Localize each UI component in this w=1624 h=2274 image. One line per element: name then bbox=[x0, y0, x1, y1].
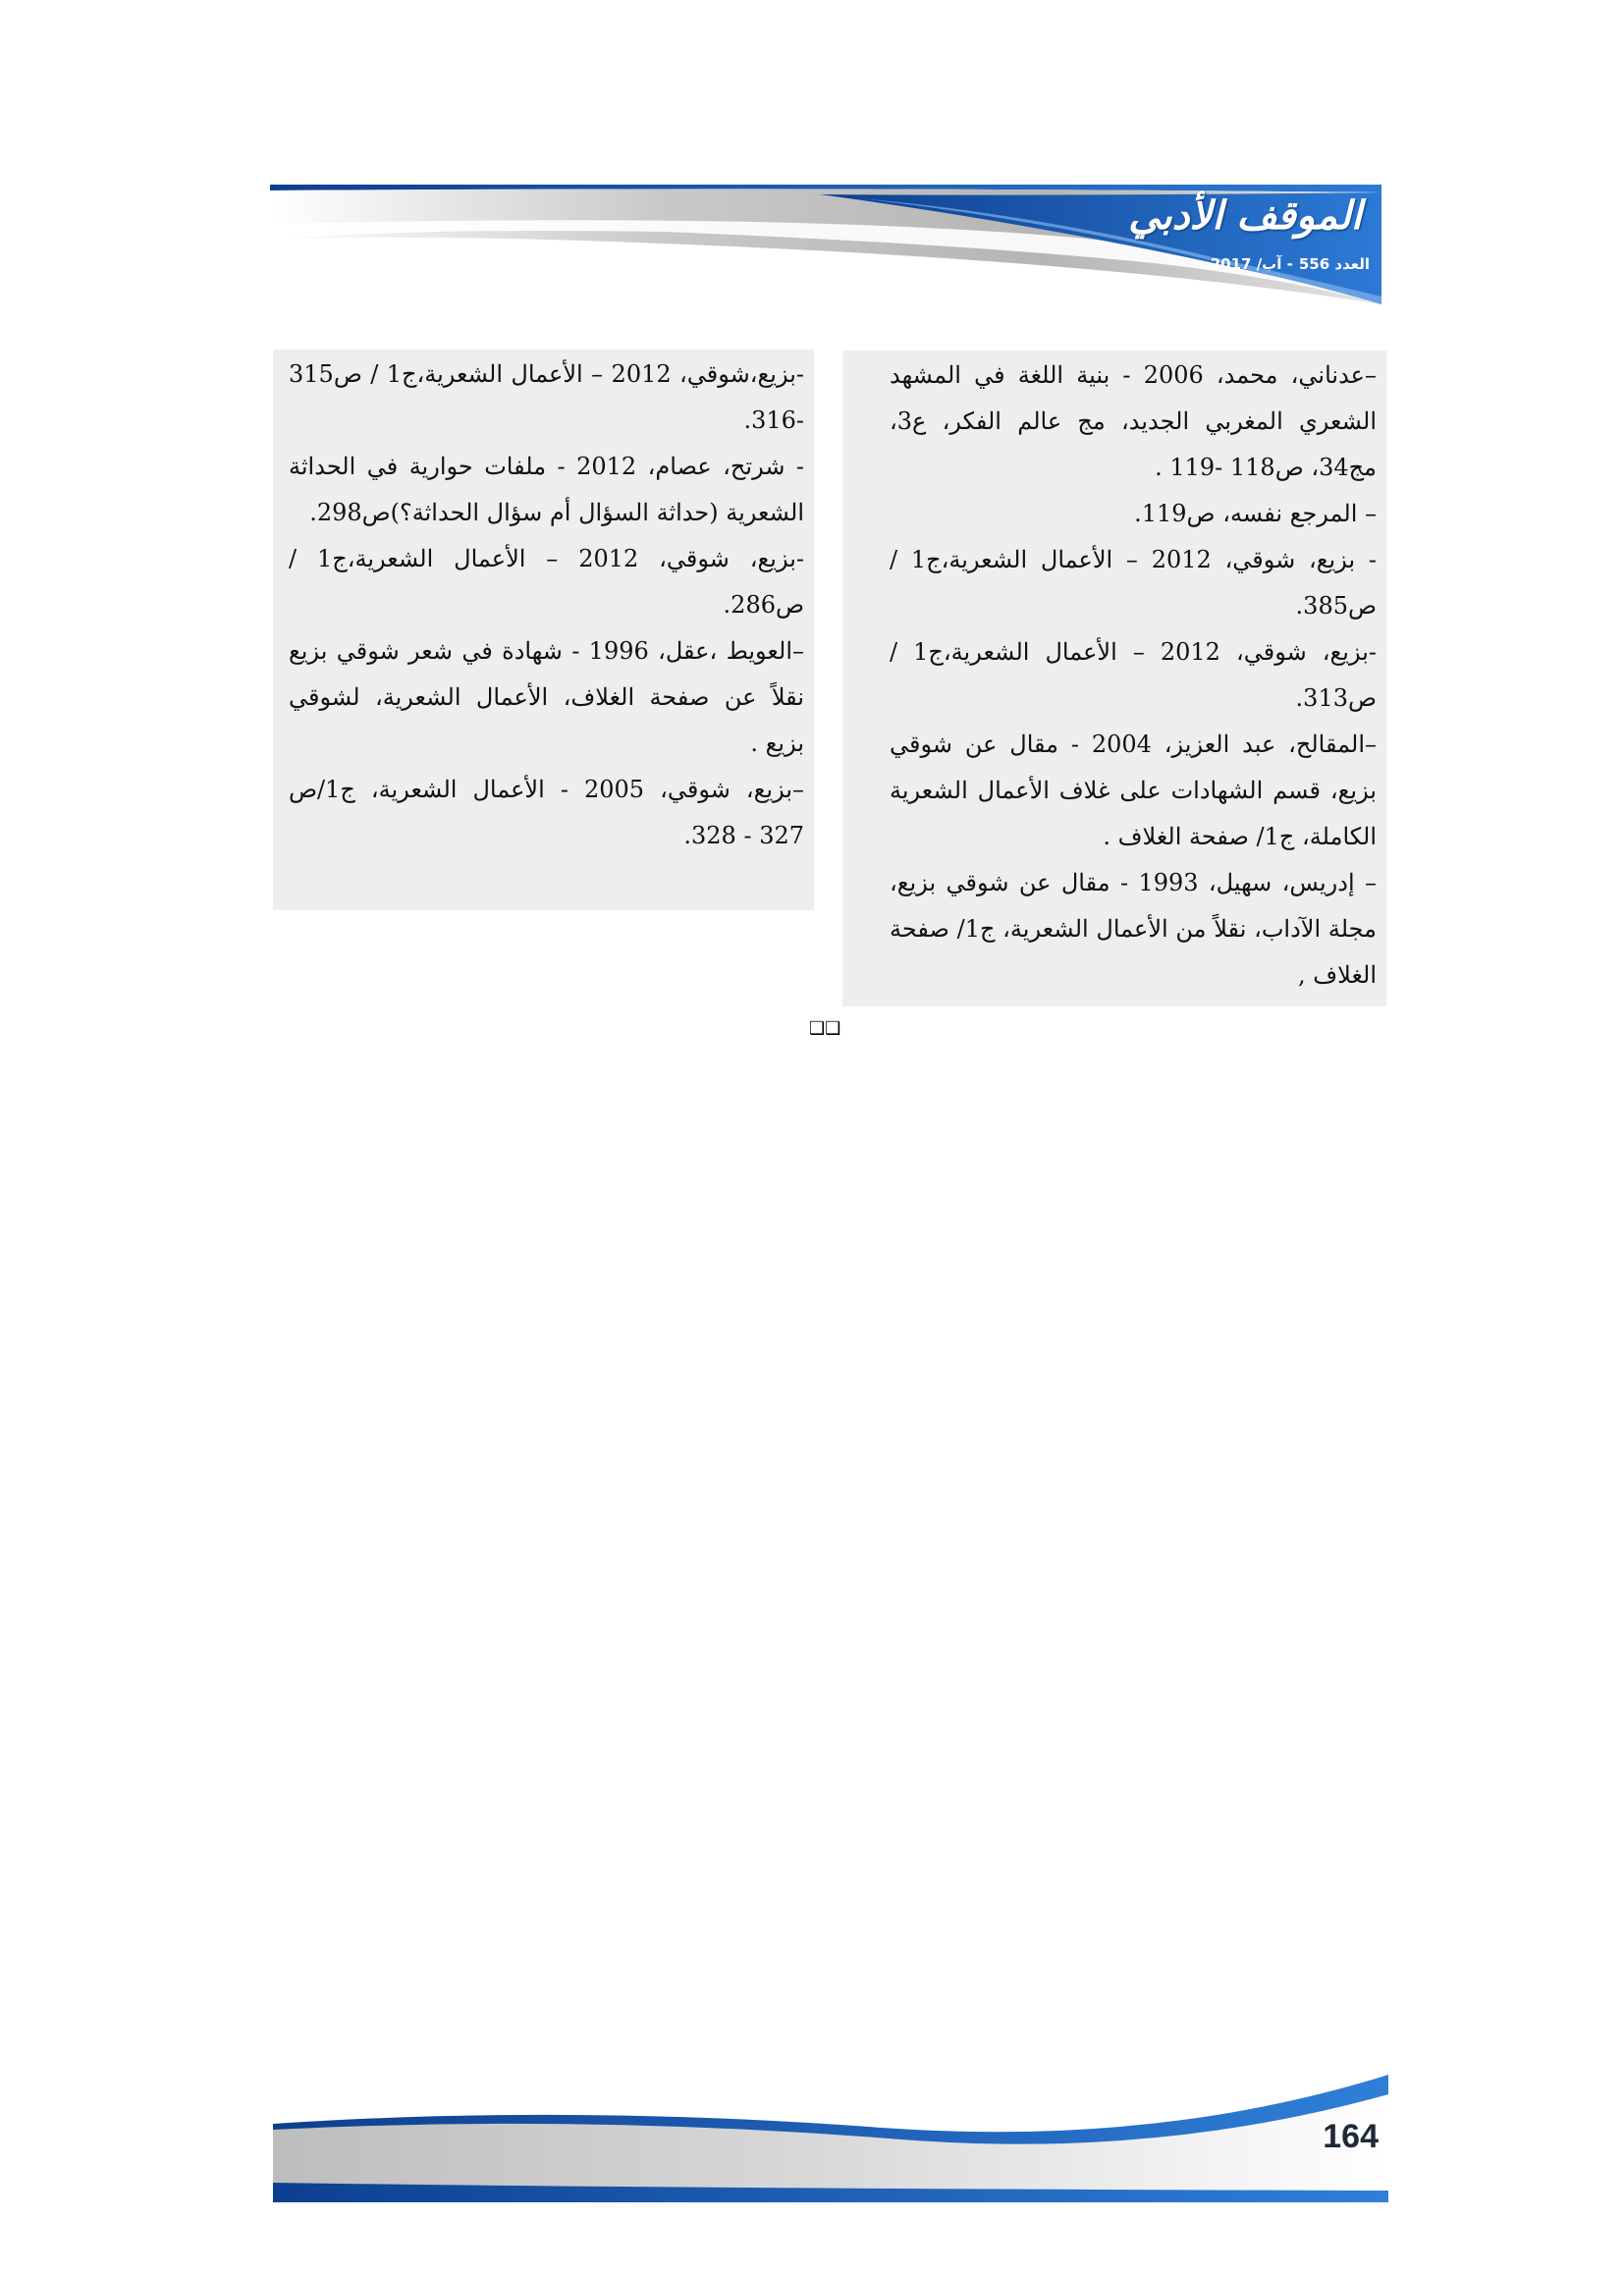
issue-date: - آب/ 2017 bbox=[1210, 255, 1293, 273]
page-number: 164 bbox=[1323, 2118, 1379, 2155]
reference-item: –العويط ،عقل، 1996 - شهادة في شعر شوقي بزيع نقلاً عن صفحة الغلاف، الأعمال الشعرية، لشوقي بزيع . bbox=[289, 637, 804, 757]
reference-item: -بزيع، شوقي، 2012 – الأعمال الشعرية،ج1 / ص286. bbox=[289, 545, 805, 619]
footer-swoosh bbox=[273, 2075, 1388, 2202]
reference-item: - شرتح، عصام، 2012 - ملفات حوارية في الحداثة الشعرية (حداثة السؤال أم سؤال الحداثة؟)ص298. bbox=[289, 453, 804, 526]
section-end-mark: ❑❑ bbox=[809, 1018, 841, 1039]
reference-item: – إدريس، سهيل، 1993 - مقال عن شوقي بزيع، مجلة الآداب، نقلاً من الأعمال الشعرية، ج1/ صفحة الغلاف , bbox=[890, 869, 1378, 989]
page-footer bbox=[273, 2075, 1388, 2202]
reference-item: –عدناني، محمد، 2006 - بنية اللغة في المشهد الشعري المغربي الجديد، مج عالم الفكر، ع3، مج34، ص118 -119 . bbox=[890, 361, 1377, 481]
reference-item: -بزيع،شوقي، 2012 – الأعمال الشعرية،ج1 / ص315 -316. bbox=[289, 360, 804, 434]
issue-number: العدد 556 bbox=[1298, 255, 1370, 273]
page-header bbox=[270, 185, 1381, 304]
references-column-left bbox=[273, 350, 814, 910]
references-column-right bbox=[842, 351, 1386, 1006]
issue-info bbox=[1134, 255, 1370, 279]
reference-item: –المقالح، عبد العزيز، 2004 - مقال عن شوقي بزيع، قسم الشهادات على غلاف الأعمال الشعرية الكاملة، ج1/ صفحة الغلاف . bbox=[890, 731, 1377, 850]
magazine-logo: الموقف الأدبي bbox=[1128, 192, 1362, 239]
reference-item: –بزيع، شوقي، 2005 - الأعمال الشعرية، ج1/ص 327 - 328. bbox=[289, 776, 805, 849]
reference-item: -بزيع، شوقي، 2012 – الأعمال الشعرية،ج1 / ص313. bbox=[890, 638, 1378, 712]
reference-item: – المرجع نفسه، ص119. bbox=[1134, 500, 1377, 527]
reference-item: - بزيع، شوقي، 2012 – الأعمال الشعرية،ج1 / ص385. bbox=[890, 546, 1377, 620]
